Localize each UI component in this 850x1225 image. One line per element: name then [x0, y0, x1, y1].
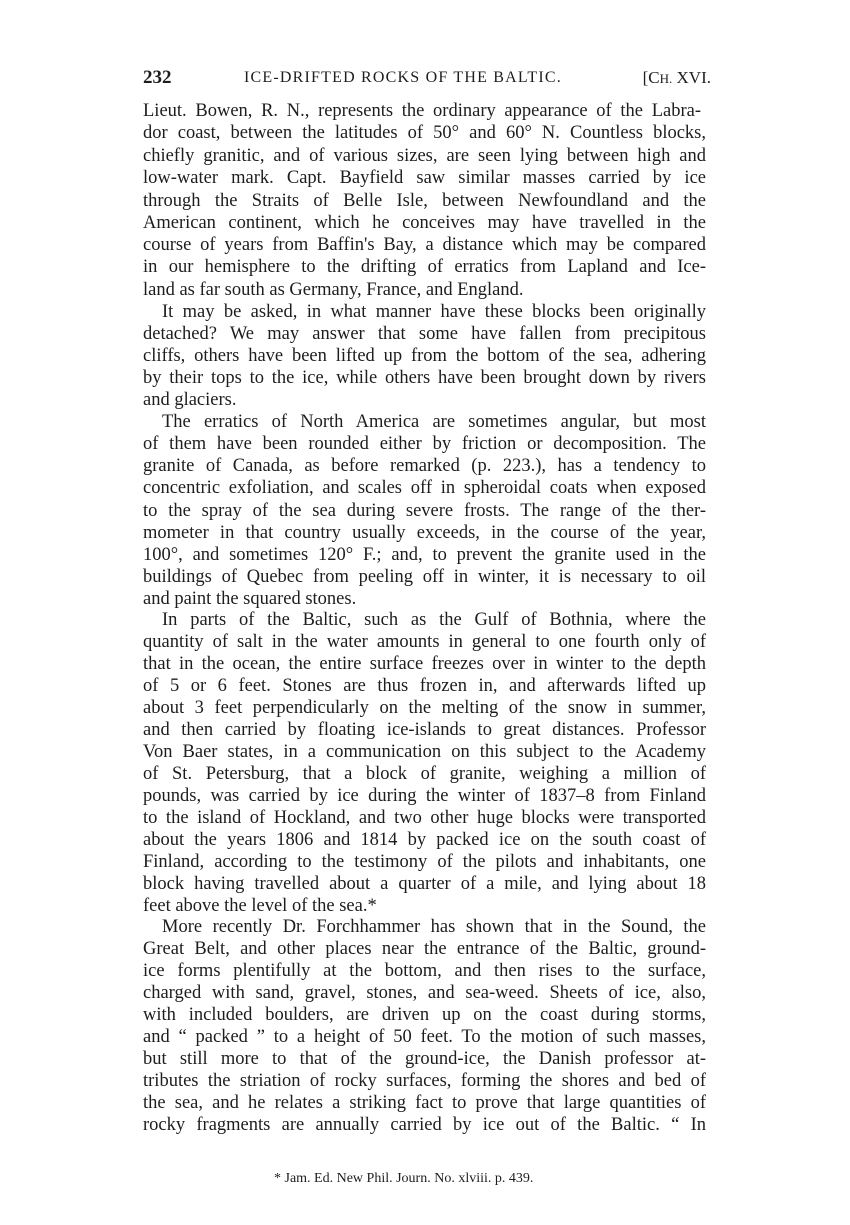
text-line: that in the ocean, the entire surface freezes over in winter to the depth — [143, 654, 706, 674]
text-line: pounds, was carried by ice during the winter of 1837–8 from Finland — [143, 786, 706, 806]
text-line: detached? We may answer that some have fallen from precipitous — [143, 324, 706, 344]
text-line: by their tops to the ice, while others have been brought down by rivers — [143, 368, 706, 388]
running-header — [143, 66, 711, 90]
text-line: to the spray of the sea during severe frosts. The range of the ther- — [143, 501, 706, 521]
text-line: It may be asked, in what manner have these blocks been originally — [162, 302, 706, 322]
text-line: Finland, according to the testimony of the pilots and inhabitants, one — [143, 852, 706, 872]
text-line: charged with sand, gravel, stones, and sea-weed. Sheets of ice, also, — [143, 983, 706, 1003]
text-line: In parts of the Baltic, such as the Gulf of Bothnia, where the — [162, 610, 706, 630]
text-line: Great Belt, and other places near the entrance of the Baltic, ground- — [143, 939, 706, 959]
text-line: feet above the level of the sea.* — [143, 896, 377, 916]
text-line: of St. Petersburg, that a block of granite, weighing a million of — [143, 764, 706, 784]
text-line: land as far south as Germany, France, and England. — [143, 280, 524, 300]
chapter-reference: [CH. XVI. — [642, 68, 711, 87]
text-line: and then carried by floating ice-islands to great distances. Professor — [143, 720, 706, 740]
text-line: low-water mark. Capt. Bayfield saw similar masses carried by ice — [143, 168, 706, 188]
text-line: tributes the striation of rocky surfaces, forming the shores and bed of — [143, 1071, 706, 1091]
text-line: of them have been rounded either by friction or decomposition. The — [143, 434, 706, 454]
text-line: chiefly granitic, and of various sizes, are seen lying between high and — [143, 146, 706, 166]
running-title: ICE-DRIFTED ROCKS OF THE BALTIC. — [244, 69, 562, 86]
text-line: mometer in that country usually exceeds, in the course of the year, — [143, 523, 706, 543]
text-line: through the Straits of Belle Isle, between Newfoundland and the — [143, 191, 706, 211]
text-line: in our hemisphere to the drifting of erratics from Lapland and Ice- — [143, 257, 706, 277]
text-line: about the years 1806 and 1814 by packed ice on the south coast of — [143, 830, 706, 850]
text-line: quantity of salt in the water amounts in general to one fourth only of — [143, 632, 706, 652]
text-line: course of years from Baffin's Bay, a distance which may be compared — [143, 235, 706, 255]
text-line: American continent, which he conceives may have travelled in the — [143, 213, 706, 233]
text-line: granite of Canada, as before remarked (p. 223.), has a tendency to — [143, 456, 706, 476]
text-line: concentric exfoliation, and scales off in spheroidal coats when exposed — [143, 478, 706, 498]
text-line: about 3 feet perpendicularly on the melting of the snow in summer, — [143, 698, 706, 718]
text-line: Von Baer states, in a communication on this subject to the Academy — [143, 742, 706, 762]
text-line: More recently Dr. Forchhammer has shown that in the Sound, the — [162, 917, 706, 937]
text-line: buildings of Quebec from peeling off in winter, it is necessary to oil — [143, 567, 706, 587]
text-line: ice forms plentifully at the bottom, and then rises to the surface, — [143, 961, 706, 981]
text-line: to the island of Hockland, and two other huge blocks were transported — [143, 808, 706, 828]
text-line: Lieut. Bowen, R. N., represents the ordinary appearance of the Labra- — [143, 101, 701, 121]
text-line: of 5 or 6 feet. Stones are thus frozen in, and afterwards lifted up — [143, 676, 706, 696]
text-line: but still more to that of the ground-ice, the Danish professor at- — [143, 1049, 706, 1069]
page-number: 232 — [143, 67, 172, 88]
text-line: and “ packed ” to a height of 50 feet. To the motion of such masses, — [143, 1027, 706, 1047]
text-line: and paint the squared stones. — [143, 589, 357, 609]
footnote: * Jam. Ed. New Phil. Journ. No. xlviii. p. 439. — [274, 1171, 534, 1186]
text-line: dor coast, between the latitudes of 50° and 60° N. Countless blocks, — [143, 123, 706, 143]
text-line: block having travelled about a quarter of a mile, and lying about 18 — [143, 874, 706, 894]
text-line: rocky fragments are annually carried by ice out of the Baltic. “ In — [143, 1115, 706, 1135]
text-line: with included boulders, are driven up on the coast during storms, — [143, 1005, 706, 1025]
text-line: and glaciers. — [143, 390, 237, 410]
text-line: The erratics of North America are sometimes angular, but most — [162, 412, 706, 432]
text-line: cliffs, others have been lifted up from the bottom of the sea, adhering — [143, 346, 706, 366]
text-line: the sea, and he relates a striking fact to prove that large quantities of — [143, 1093, 706, 1113]
text-line: 100°, and sometimes 120° F.; and, to prevent the granite used in the — [143, 545, 706, 565]
